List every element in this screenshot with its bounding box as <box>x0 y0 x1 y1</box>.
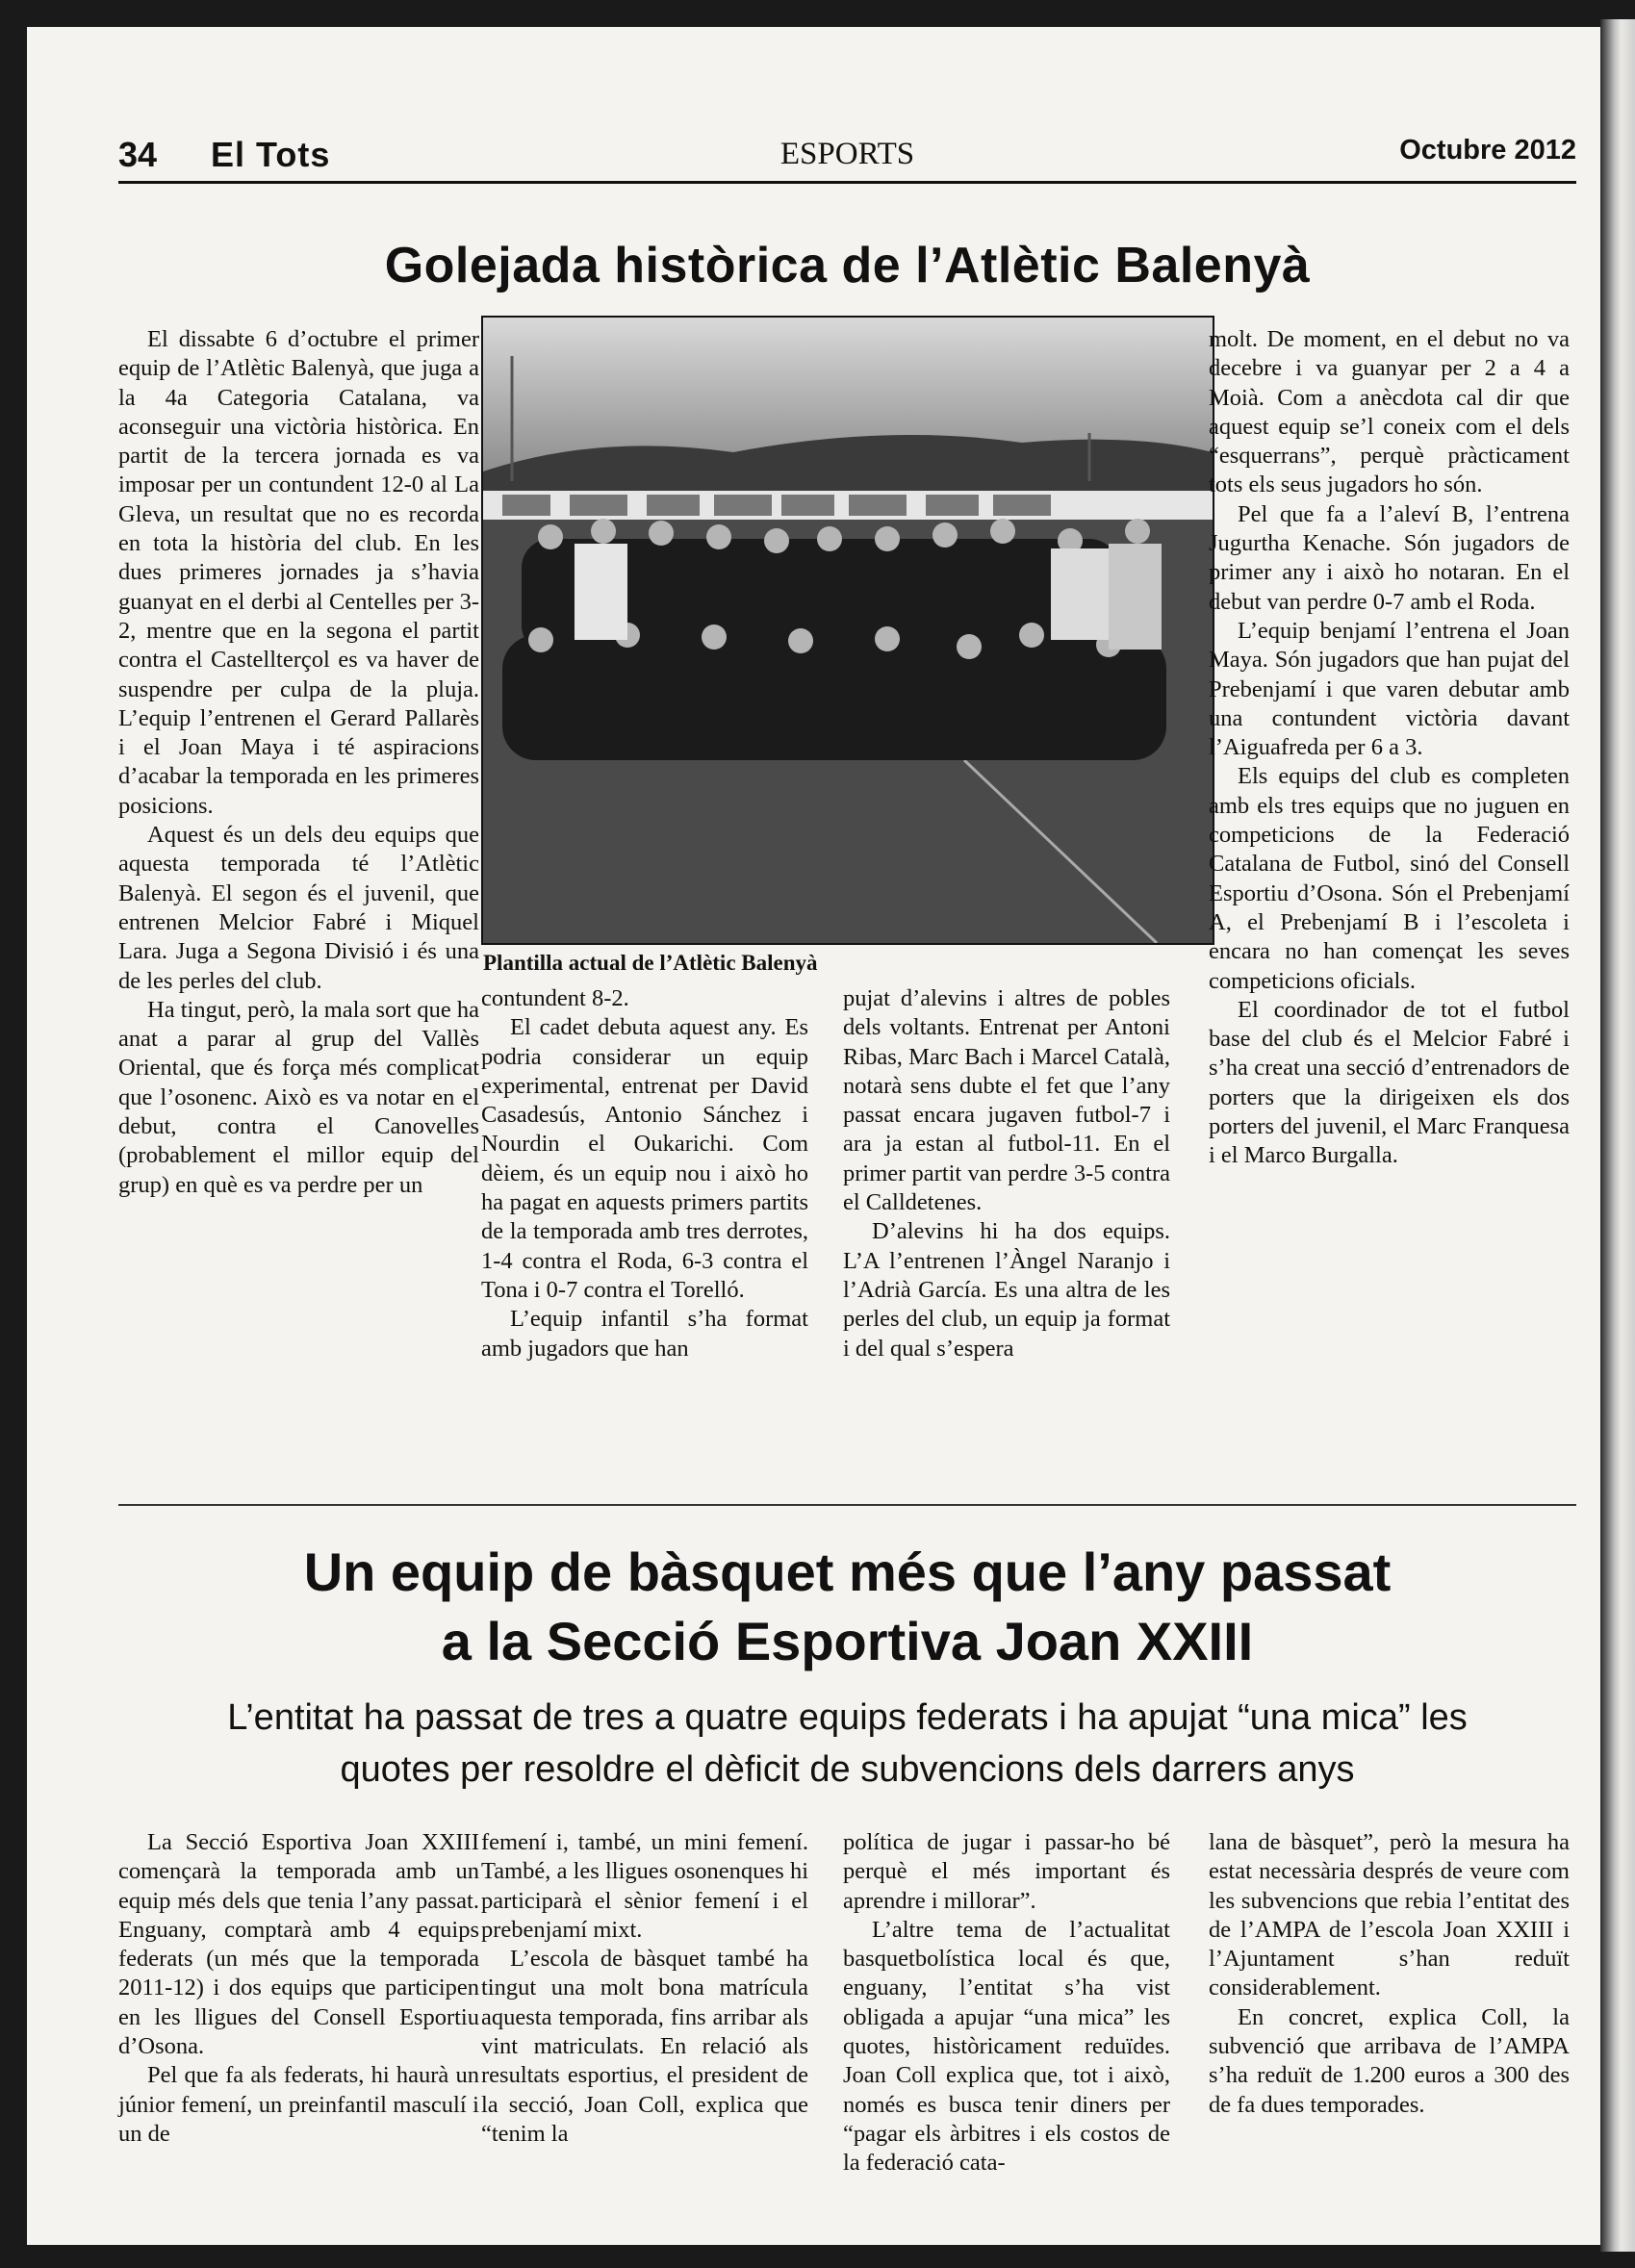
subheadline-line-1: L’entitat ha passat de tres a quatre equips federats i ha apujat “una mica” les <box>227 1697 1468 1738</box>
paragraph: pujat d’alevins i altres de pobles dels voltants. Entrenat per Antoni Ribas, Marc Bach i Marcel Català, notarà sens dubte el fet que l’any passat encara jugaven futbol-7 i ara ja estan al futbol-11. En el primer partit van perdre 3-5 contra el Calldetenes. <box>843 985 1170 1216</box>
paragraph: femení i, també, un mini femení. També, a les lligues osonenques hi participarà el sènior femení i el prebenjamí mixt. <box>481 1829 808 1943</box>
paragraph: Els equips del club es completen amb els tres equips que no juguen en competicions de la Federació Catalana de Futbol, sinó del Consell Esportiu d’Osona. Són el Prebenjamí A, el Prebenjamí B i l’escoleta i encara no han començat les seves competicions oficials. <box>1209 763 1570 994</box>
photo-caption: Plantilla actual de l’Atlètic Balenyà <box>483 951 818 975</box>
article2-subheadline <box>142 1692 1552 1796</box>
headline-line-1: Un equip de bàsquet més que l’any passat <box>303 1542 1392 1602</box>
article1-headline: Golejada històrica de l’Atlètic Balenyà <box>384 238 1311 293</box>
paragraph: Pel que fa a l’aleví B, l’entrena Jugurtha Kenache. Són jugadors de primer any i això ho notaran. En el debut van perdre 0-7 amb el Roda. <box>1209 500 1570 615</box>
paragraph: L’altre tema de l’actualitat basquetbolística local és que, enguany, l’entitat s’ha vist obligada a apujar “una mica” les quotes, històricament reduïdes. Joan Coll explica que, tot i això, només es busca tenir diners per “pagar els àrbitres i els costos de la federació cata- <box>843 1916 1170 2177</box>
article2-column-3 <box>843 1828 1170 2179</box>
page-header <box>118 114 1576 184</box>
paragraph: política de jugar i passar-ho bé perquè el més important és aprendre i millorar”. <box>843 1829 1170 1914</box>
article2-column-1 <box>118 1828 479 2149</box>
paragraph: En concret, explica Coll, la subvenció que arribava de l’AMPA s’ha reduït de 1.200 euros a 300 des de fa dues temporades. <box>1209 2003 1570 2118</box>
paragraph: contundent 8-2. <box>481 985 629 1011</box>
paragraph: D’alevins hi ha dos equips. L’A l’entrenen l’Àngel Naranjo i l’Adrià García. Es una altra de les perles del club, un equip ja format i del qual s’espera <box>843 1218 1170 1362</box>
publication-name: El Tots <box>211 135 331 174</box>
article1-column-4 <box>1209 325 1570 1171</box>
team-photo-image <box>483 318 1213 943</box>
paragraph: El cadet debuta aquest any. Es podria considerar un equip experimental, entrenat per David Casadesús, Antonio Sánchez i Nourdin el Oukarichi. Com dèiem, és un equip nou i això ho ha pagat en aquests primers partits de la temporada amb tres derrotes, 1-4 contra el Roda, 6-3 contra el Tona i 0-7 contra el Torelló. <box>481 1014 808 1303</box>
page-number: 34 <box>118 135 158 174</box>
team-photo <box>481 316 1214 945</box>
article1-column-1 <box>118 325 479 1200</box>
paragraph: lana de bàsquet”, però la mesura ha estat necessària després de veure com les subvencions que rebia l’entitat des de l’AMPA de l’escola Joan XXIII i l’Ajuntament s’han reduït considerablement. <box>1209 1829 1570 2001</box>
paragraph: L’equip benjamí l’entrena el Joan Maya. Són jugadors que han pujat del Prebenjamí i que varen debutar amb una contundent victòria davant l’Aiguafreda per 6 a 3. <box>1209 617 1570 761</box>
paragraph: molt. De moment, en el debut no va decebre i va guanyar per 2 a 4 a Moià. Com a anècdota cal dir que aquest equip se’l coneix com el dels “esquerrans”, perquè pràcticament tots els seus jugadors ho són. <box>1209 326 1570 498</box>
paragraph: Ha tingut, però, la mala sort que ha anat a parar al grup del Vallès Oriental, que és força més complicat que l’osonenc. Això es va notar en el debut, contra el Canovelles (probablement el millor equip del grup) en què es va perdre per un <box>118 996 479 1198</box>
article2-column-4 <box>1209 1828 1570 2120</box>
paragraph: L’equip infantil s’ha format amb jugadors que han <box>481 1306 808 1362</box>
paragraph: El dissabte 6 d’octubre el primer equip de l’Atlètic Balenyà, que juga a la 4a Categoria Catalana, va aconseguir una victòria històrica. En partit de la tercera jornada es va imposar per un contundent 12-0 al La Gleva, un resultat que no es recorda en tota la història del club. En les dues primeres jornades ja s’havia guanyat en el derbi al Centelles per 3-2, mentre que en la segona el partit contra el Castellterçol es va haver de suspendre per culpa de la pluja. L’equip l’entrenen el Gerard Pallarès i el Joan Maya i té aspiracions d’acabar la temporada en les primeres posicions. <box>118 326 479 819</box>
subheadline-line-2: quotes per resoldre el dèficit de subvencions dels darrers anys <box>340 1749 1355 1790</box>
newspaper-page <box>27 27 1605 2245</box>
article-divider <box>118 1504 1576 1506</box>
article2-column-2 <box>481 1828 808 2149</box>
paragraph: Pel que fa als federats, hi haurà un júnior femení, un preinfantil masculí i un de <box>118 2062 479 2147</box>
section-label: ESPORTS <box>779 137 915 171</box>
paragraph: L’escola de bàsquet també ha tingut una molt bona matrícula aquesta temporada, fins arribar als vint matriculats. En relació als resultats esportius, el president de la secció, Joan Coll, explica que “tenim la <box>481 1946 808 2147</box>
article1-column-3 <box>843 984 1170 1363</box>
issue-date: Octubre 2012 <box>1399 135 1576 166</box>
paragraph: Aquest és un dels deu equips que aquesta temporada té l’Atlètic Balenyà. El segon és el juvenil, que entrenen Melcior Fabré i Miquel Lara. Juga a Segona Divisió i és una de les perles del club. <box>118 822 479 994</box>
article2-headline <box>118 1538 1576 1676</box>
paragraph: El coordinador de tot el futbol base del club és el Melcior Fabré i s’ha creat una secció d’entrenadors de porters que la dirigeixen els dos porters del juvenil, el Marc Franquesa i el Marco Burgalla. <box>1209 996 1570 1169</box>
article1-column-2 <box>481 984 808 1363</box>
headline-line-2: a la Secció Esportiva Joan XXIII <box>441 1611 1254 1671</box>
paragraph: La Secció Esportiva Joan XXIII començarà la temporada amb un equip més dels que tenia l’any passat. Enguany, comptarà amb 4 equips federats (un més que la temporada 2011-12) i dos equips que participen en les lligues del Consell Esportiu d’Osona. <box>118 1829 479 2060</box>
page-binding-edge <box>1600 19 1635 2252</box>
